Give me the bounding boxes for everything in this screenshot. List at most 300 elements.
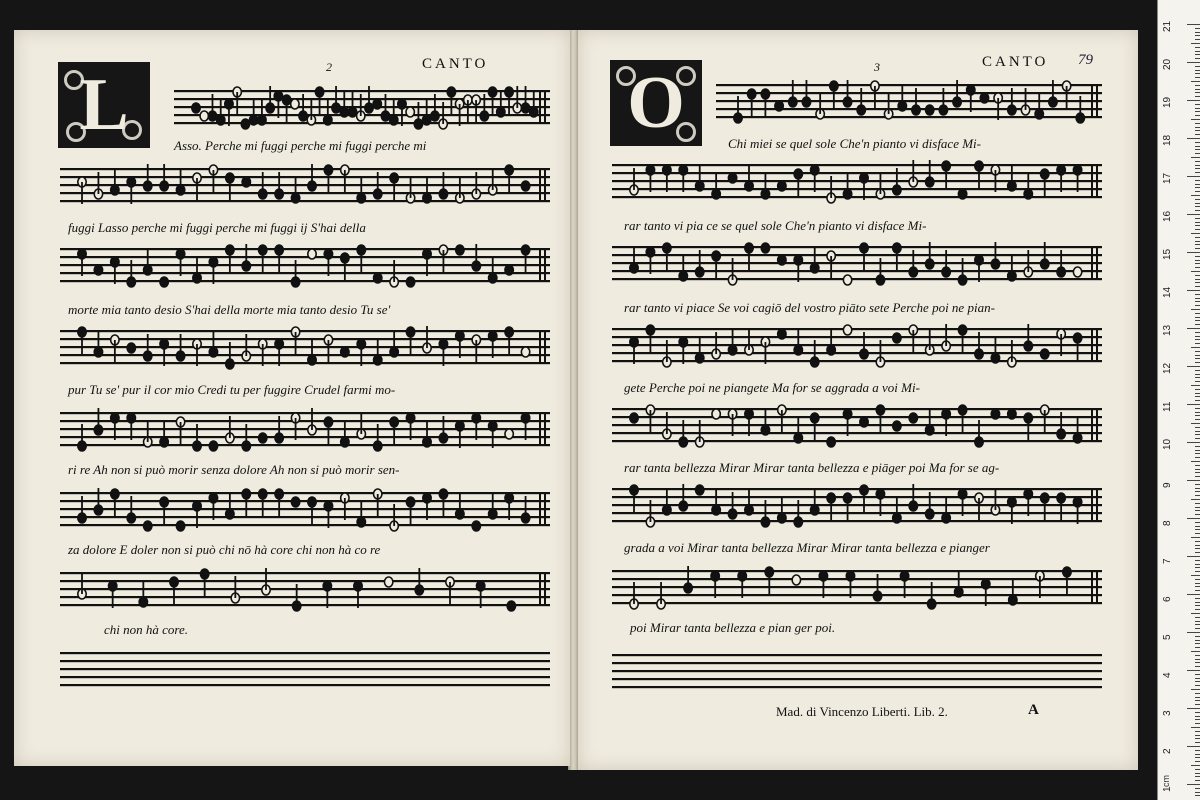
staff-left-empty-line: [60, 660, 550, 662]
note-glyph: [898, 84, 906, 111]
note-glyph: [505, 165, 513, 192]
ruler-minor-tick: [1195, 263, 1200, 264]
ruler-minor-tick: [1195, 362, 1200, 363]
note-glyph: [712, 409, 720, 419]
note-glyph: [390, 173, 398, 200]
note-glyph: [472, 413, 480, 440]
ruler-minor-tick: [1195, 647, 1200, 648]
ruler-minor-tick: [1195, 514, 1200, 515]
ruler-minor-tick: [1195, 222, 1200, 223]
note-glyph: [357, 245, 365, 272]
ruler-minor-tick: [1195, 792, 1200, 793]
ruler-minor-tick: [1195, 415, 1200, 416]
ruler-minor-tick: [1195, 419, 1200, 420]
note-glyph: [830, 81, 838, 108]
note-glyph: [139, 580, 147, 607]
bar-line: [1091, 408, 1093, 442]
note-glyph: [761, 243, 769, 253]
note-glyph: [942, 409, 950, 436]
staff-left-6: [60, 488, 550, 532]
ruler-minor-tick: [1195, 754, 1200, 755]
note-glyph: [893, 421, 901, 431]
bar-line: [544, 248, 546, 282]
note-glyph: [663, 243, 671, 270]
ruler-minor-tick: [1195, 241, 1200, 242]
note-glyph: [446, 577, 454, 604]
note-glyph: [275, 339, 283, 366]
initial-letter-right: O: [627, 61, 685, 144]
ruler-minor-tick: [1191, 537, 1200, 538]
note-glyph: [472, 335, 480, 362]
note-glyph: [1024, 413, 1032, 440]
ruler-minor-tick: [1191, 385, 1200, 386]
note-glyph: [447, 87, 455, 114]
note-glyph: [765, 567, 773, 594]
note-glyph: [827, 251, 835, 278]
ruler-minor-tick: [1195, 161, 1200, 162]
bar-line: [1096, 488, 1098, 522]
note-glyph: [489, 331, 497, 358]
note-glyph: [745, 164, 753, 191]
ruler-minor-tick: [1191, 575, 1200, 576]
ruler-minor-tick: [1195, 469, 1200, 470]
staff-right-4: [612, 324, 1102, 368]
ruler-tick: [1187, 670, 1200, 671]
note-glyph: [994, 93, 1002, 120]
note-glyph: [819, 571, 827, 598]
ruler-minor-tick: [1195, 507, 1200, 508]
ruler-minor-tick: [1195, 146, 1200, 147]
bar-line: [544, 492, 546, 526]
note-glyph: [341, 420, 349, 447]
note-glyph: [775, 101, 783, 111]
staff-right-1-line: [716, 108, 1102, 110]
ruler-number: 7: [1162, 558, 1173, 564]
staff-left-6-line: [60, 492, 550, 494]
ruler-number: 16: [1162, 210, 1173, 222]
note-glyph: [225, 99, 233, 126]
note-glyph: [1041, 169, 1049, 196]
ruler-number: 18: [1162, 134, 1173, 146]
ruler-minor-tick: [1195, 286, 1200, 287]
ruler-minor-tick: [1195, 438, 1200, 439]
ruler-minor-tick: [1195, 294, 1200, 295]
ruler-minor-tick: [1195, 719, 1200, 720]
note-glyph: [341, 493, 349, 520]
note-glyph: [958, 325, 966, 352]
ruler-number: 2: [1162, 748, 1173, 754]
staff-right-1-line: [716, 100, 1102, 102]
note-glyph: [745, 243, 753, 270]
ruler-minor-tick: [1195, 115, 1200, 116]
ruler-minor-tick: [1195, 225, 1200, 226]
note-glyph: [259, 245, 267, 272]
left-page: [14, 30, 570, 766]
note-glyph: [160, 277, 168, 287]
ruler-minor-tick: [1195, 567, 1200, 568]
note-glyph: [176, 521, 184, 531]
ruler-minor-tick: [1195, 723, 1200, 724]
note-glyph: [373, 99, 381, 109]
note-glyph: [530, 90, 538, 117]
note-glyph: [794, 255, 802, 282]
note-glyph: [860, 173, 868, 200]
ruler-minor-tick: [1195, 218, 1200, 219]
ruler-number: 3: [1162, 710, 1173, 716]
ruler-minor-tick: [1195, 47, 1200, 48]
running-head-left: CANTO: [422, 56, 489, 72]
note-glyph: [282, 95, 290, 122]
ruler-number: 1: [1162, 786, 1173, 792]
ruler-minor-tick: [1191, 727, 1200, 728]
note-glyph: [955, 570, 963, 597]
decorated-initial-right: [610, 60, 702, 146]
note-glyph: [439, 339, 447, 366]
note-glyph: [111, 413, 119, 440]
note-glyph: [357, 500, 365, 527]
ruler-minor-tick: [1195, 491, 1200, 492]
note-glyph: [127, 177, 135, 204]
ruler-tick: [1187, 62, 1200, 63]
staff-left-6-line: [60, 500, 550, 502]
note-glyph: [390, 417, 398, 444]
lyric-line-right-7: poi Mirar tanta bellezza e pian ger poi.: [630, 620, 836, 635]
staff-left-7: [60, 568, 550, 612]
note-glyph: [1057, 165, 1065, 192]
note-glyph: [728, 173, 736, 183]
bar-line: [1091, 328, 1093, 362]
note-glyph: [747, 89, 755, 116]
note-glyph: [291, 413, 299, 440]
ruler-tick: [1187, 24, 1200, 25]
ruler-minor-tick: [1195, 111, 1200, 112]
note-glyph: [78, 327, 86, 354]
note-glyph: [406, 277, 414, 287]
note-glyph: [1035, 92, 1043, 119]
note-glyph: [456, 176, 464, 203]
ruler-minor-tick: [1195, 377, 1200, 378]
ruler-minor-tick: [1195, 237, 1200, 238]
note-glyph: [456, 245, 464, 255]
note-glyph: [958, 189, 966, 199]
ruler-minor-tick: [1191, 499, 1200, 500]
ruler-minor-tick: [1195, 472, 1200, 473]
note-glyph: [1009, 578, 1017, 605]
ruler-minor-tick: [1195, 533, 1200, 534]
staff-left-5: [60, 408, 550, 452]
ruler-tick: [1187, 442, 1200, 443]
note-glyph: [967, 85, 975, 112]
note-glyph: [315, 87, 323, 114]
note-glyph: [926, 408, 934, 435]
ruler-number: 11: [1162, 401, 1173, 412]
ruler-minor-tick: [1195, 773, 1200, 774]
note-glyph: [843, 275, 851, 285]
note-glyph: [1073, 165, 1081, 192]
ruler-minor-tick: [1195, 434, 1200, 435]
ruler-minor-tick: [1195, 636, 1200, 637]
note-glyph: [521, 245, 529, 272]
note-glyph: [745, 328, 753, 355]
ruler-tick: [1187, 366, 1200, 367]
note-glyph: [226, 173, 234, 200]
staff-right-5-line: [612, 408, 1102, 410]
note-glyph: [348, 90, 356, 117]
staff-left-4-line: [60, 330, 550, 332]
ruler-minor-tick: [1191, 309, 1200, 310]
note-glyph: [505, 493, 513, 520]
ruler-tick: [1187, 252, 1200, 253]
ruler-minor-tick: [1195, 28, 1200, 29]
note-glyph: [761, 172, 769, 199]
ruler-minor-tick: [1195, 503, 1200, 504]
ruler-minor-tick: [1195, 408, 1200, 409]
decorated-initial-left: [58, 62, 150, 148]
ruler-minor-tick: [1191, 195, 1200, 196]
note-glyph: [893, 243, 901, 270]
ruler-tick: [1187, 784, 1200, 785]
note-glyph: [422, 98, 430, 125]
bar-line: [539, 412, 541, 446]
staff-left-2-line: [60, 168, 550, 170]
staff-left-7-line: [60, 596, 550, 598]
note-glyph: [192, 103, 200, 113]
measuring-ruler: [1157, 0, 1200, 800]
note-glyph: [308, 338, 316, 365]
note-glyph: [341, 165, 349, 192]
ruler-minor-tick: [1195, 693, 1200, 694]
bar-line: [539, 90, 541, 124]
ruler-minor-tick: [1195, 552, 1200, 553]
ruler-number: 21: [1162, 20, 1173, 32]
note-glyph: [1073, 416, 1081, 443]
note-glyph: [275, 245, 283, 272]
note-glyph: [679, 337, 687, 364]
ruler-minor-tick: [1195, 282, 1200, 283]
ruler-minor-tick: [1195, 522, 1200, 523]
staff-left-7-line: [60, 604, 550, 606]
ruler-minor-tick: [1195, 32, 1200, 33]
note-glyph: [926, 328, 934, 355]
note-glyph: [778, 181, 786, 191]
note-glyph: [242, 177, 250, 187]
ruler-minor-tick: [1195, 203, 1200, 204]
note-glyph: [893, 333, 901, 343]
ruler-minor-tick: [1195, 564, 1200, 565]
ruler-minor-tick: [1195, 35, 1200, 36]
ruler-minor-tick: [1195, 742, 1200, 743]
ruler-minor-tick: [1195, 685, 1200, 686]
note-glyph: [738, 571, 746, 598]
ruler-minor-tick: [1195, 643, 1200, 644]
ruler-minor-tick: [1195, 165, 1200, 166]
ruler-minor-tick: [1195, 697, 1200, 698]
ruler-number: 10: [1162, 438, 1173, 450]
ruler-minor-tick: [1195, 712, 1200, 713]
note-glyph: [324, 335, 332, 362]
note-glyph: [111, 489, 119, 516]
note-glyph: [111, 168, 119, 195]
note-glyph: [455, 99, 463, 126]
ruler-minor-tick: [1195, 757, 1200, 758]
note-glyph: [646, 247, 654, 274]
ruler-number: 5: [1162, 634, 1173, 640]
note-glyph: [1008, 164, 1016, 191]
bar-line: [1091, 84, 1093, 118]
note-glyph: [1041, 493, 1049, 520]
ruler-minor-tick: [1195, 104, 1200, 105]
note-glyph: [324, 249, 332, 276]
ruler-number: 8: [1162, 520, 1173, 526]
bar-line: [1091, 488, 1093, 522]
ruler-minor-tick: [1195, 180, 1200, 181]
lyric-line-right-3: rar tanto vi piace Se voi cagiō del vostro piāto sete Perche poi ne pian-: [624, 300, 995, 315]
note-glyph: [241, 119, 249, 129]
ruler-minor-tick: [1191, 689, 1200, 690]
note-glyph: [193, 173, 201, 200]
staff-left-4-line: [60, 362, 550, 364]
ruler-number: 9: [1162, 482, 1173, 488]
staff-left-3-line: [60, 272, 550, 274]
folio-left: 2: [326, 60, 332, 74]
bar-line: [544, 168, 546, 202]
ruler-minor-tick: [1195, 579, 1200, 580]
note-glyph: [991, 336, 999, 363]
note-glyph: [843, 493, 851, 520]
ruler-minor-tick: [1195, 317, 1200, 318]
ruler-minor-tick: [1195, 621, 1200, 622]
note-glyph: [794, 169, 802, 196]
ruler-minor-tick: [1195, 51, 1200, 52]
ruler-minor-tick: [1195, 70, 1200, 71]
folio-right: 3: [874, 60, 880, 74]
note-glyph: [1041, 405, 1049, 432]
note-glyph: [108, 581, 116, 608]
note-glyph: [193, 339, 201, 366]
note-glyph: [160, 420, 168, 447]
note-glyph: [1024, 489, 1032, 516]
note-glyph: [711, 571, 719, 598]
note-glyph: [909, 325, 917, 352]
note-glyph: [811, 413, 819, 440]
staff-left-1: [174, 86, 550, 130]
staff-right-3: [612, 242, 1102, 286]
lyric-line-left-5: ri re Ah non si può morir senza dolore Ah non si può morir sen-: [68, 462, 400, 477]
note-glyph: [696, 485, 704, 495]
ruler-minor-tick: [1191, 233, 1200, 234]
ruler-minor-tick: [1195, 541, 1200, 542]
ruler-minor-tick: [1195, 168, 1200, 169]
ruler-minor-tick: [1195, 92, 1200, 93]
signature-mark: A: [1028, 702, 1039, 718]
note-glyph: [925, 105, 933, 115]
ruler-minor-tick: [1195, 495, 1200, 496]
note-glyph: [275, 489, 283, 516]
ruler-minor-tick: [1195, 780, 1200, 781]
ruler-minor-tick: [1195, 602, 1200, 603]
ruler-minor-tick: [1195, 769, 1200, 770]
note-glyph: [398, 99, 406, 126]
initial-letter-left: L: [79, 63, 129, 146]
note-glyph: [160, 339, 168, 366]
ruler-minor-tick: [1195, 548, 1200, 549]
ruler-minor-tick: [1195, 279, 1200, 280]
bar-line: [539, 572, 541, 606]
ruler-minor-tick: [1195, 396, 1200, 397]
note-glyph: [406, 107, 414, 117]
ruler-minor-tick: [1195, 545, 1200, 546]
ruler-minor-tick: [1195, 229, 1200, 230]
note-glyph: [193, 256, 201, 283]
ruler-minor-tick: [1195, 598, 1200, 599]
ruler-minor-tick: [1195, 210, 1200, 211]
note-glyph: [975, 161, 983, 188]
ruler-minor-tick: [1195, 628, 1200, 629]
ruler-minor-tick: [1195, 788, 1200, 789]
note-glyph: [209, 165, 217, 192]
ruler-minor-tick: [1195, 149, 1200, 150]
ruler-minor-tick: [1191, 157, 1200, 158]
ruler-minor-tick: [1195, 393, 1200, 394]
note-glyph: [291, 176, 299, 203]
staff-right-6-line: [612, 520, 1102, 522]
staff-right-1: [716, 80, 1102, 124]
ruler-number: 12: [1162, 362, 1173, 374]
ruler-minor-tick: [1195, 199, 1200, 200]
bar-line: [544, 412, 546, 446]
staff-right-empty-line: [612, 662, 1102, 664]
note-glyph: [464, 95, 472, 122]
note-glyph: [160, 497, 168, 524]
right-page: [578, 30, 1138, 770]
note-glyph: [323, 581, 331, 608]
note-glyph: [489, 492, 497, 519]
ruler-minor-tick: [1195, 374, 1200, 375]
ruler-minor-tick: [1195, 617, 1200, 618]
staff-right-6: [612, 484, 1102, 528]
ruler-minor-tick: [1195, 735, 1200, 736]
note-glyph: [1057, 493, 1065, 520]
note-glyph: [827, 493, 835, 520]
ruler-tick: [1187, 214, 1200, 215]
ruler-minor-tick: [1195, 355, 1200, 356]
note-glyph: [860, 485, 868, 512]
note-glyph: [884, 92, 892, 119]
note-glyph: [846, 571, 854, 598]
staff-left-empty-line: [60, 668, 550, 670]
bar-line: [544, 572, 546, 606]
ruler-minor-tick: [1195, 586, 1200, 587]
note-glyph: [991, 409, 999, 419]
ruler-minor-tick: [1195, 256, 1200, 257]
note-glyph: [324, 165, 332, 192]
ruler-minor-tick: [1195, 298, 1200, 299]
ruler-minor-tick: [1195, 700, 1200, 701]
ruler-minor-tick: [1195, 324, 1200, 325]
note-glyph: [630, 413, 638, 423]
bar-line: [539, 248, 541, 282]
ruler-unit-label: cm: [1161, 775, 1171, 787]
ruler-tick: [1187, 176, 1200, 177]
ruler-number: 13: [1162, 324, 1173, 336]
staff-left-5-line: [60, 444, 550, 446]
note-glyph: [975, 493, 983, 520]
ruler-minor-tick: [1195, 457, 1200, 458]
bar-line: [1091, 570, 1093, 604]
note-glyph: [456, 492, 464, 519]
note-glyph: [761, 89, 769, 116]
note-glyph: [406, 327, 414, 354]
